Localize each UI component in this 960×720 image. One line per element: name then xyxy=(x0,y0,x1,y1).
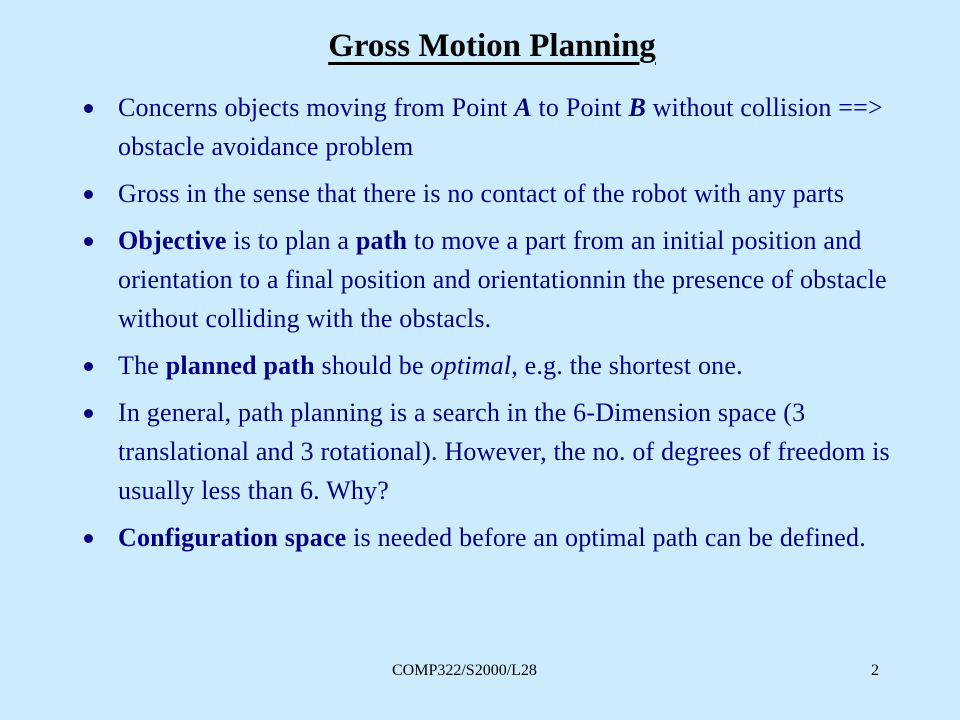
bullet-text-segment: without collision ==> obstacle avoidance problem xyxy=(118,93,883,161)
bullet-item xyxy=(118,174,918,213)
bullet-text-segment: Concerns objects moving from Point xyxy=(118,93,515,122)
slide-title: Gross Motion Planning xyxy=(328,28,656,64)
bullet-dot-icon xyxy=(84,237,93,246)
footer-course-code: COMP322/S2000/L28 xyxy=(392,662,537,679)
bullet-text-segment: Objective xyxy=(118,226,227,255)
bullet-text-segment: , e.g. the shortest one. xyxy=(511,351,743,380)
bullet-dot-icon xyxy=(84,104,93,113)
bullet-list xyxy=(118,88,918,565)
page-number: 2 xyxy=(871,662,879,679)
bullet-dot-icon xyxy=(84,409,93,418)
bullet-item xyxy=(118,393,918,510)
bullet-text-segment: A xyxy=(514,93,532,122)
bullet-text-segment: In general, path planning is a search in the 6-Dimension space (3 translational and 3 rotational). However, the no. of degrees of freedom is usually less than 6. Why? xyxy=(118,398,890,505)
bullet-text-segment: The xyxy=(118,351,166,380)
bullet-item xyxy=(118,518,918,557)
bullet-text-segment: to move a part from an initial position and orientation to a final position and orientationnin the presence of obstacle without colliding with the obstacls. xyxy=(118,226,887,333)
bullet-text-segment: Gross in the sense that there is no contact of the robot with any parts xyxy=(118,179,845,208)
bullet-dot-icon xyxy=(84,534,93,543)
bullet-dot-icon xyxy=(84,190,93,199)
bullet-text-segment: is needed before an optimal path can be defined. xyxy=(346,523,866,552)
bullet-text-segment: path xyxy=(355,226,408,255)
bullet-item xyxy=(118,88,918,166)
bullet-text-segment: optimal xyxy=(430,351,512,380)
bullet-text-segment: planned path xyxy=(165,351,315,380)
bullet-dot-icon xyxy=(84,362,93,371)
bullet-item xyxy=(118,346,918,385)
bullet-item xyxy=(118,221,918,338)
bullet-text-segment: B xyxy=(628,93,646,122)
bullet-text-segment: should be xyxy=(314,351,431,380)
bullet-text-segment: is to plan a xyxy=(226,226,356,255)
bullet-text-segment: to Point xyxy=(531,93,629,122)
bullet-text-segment: Configuration space xyxy=(118,523,347,552)
